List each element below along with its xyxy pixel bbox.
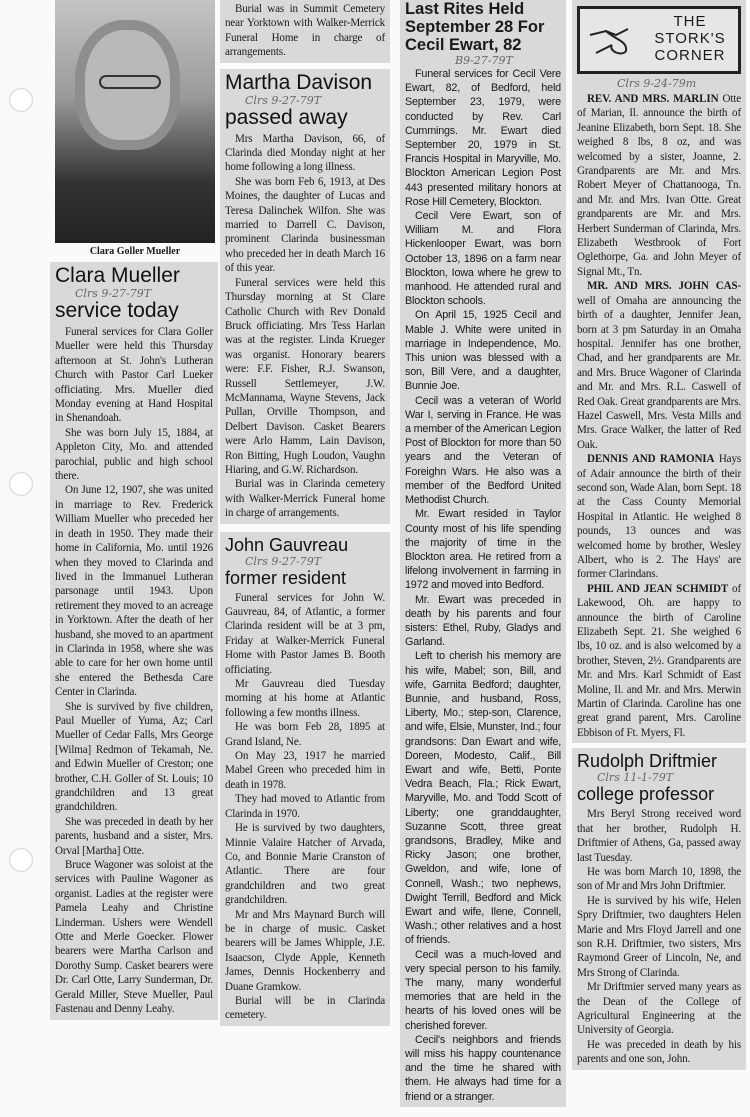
column-3 [400, 0, 566, 1107]
portrait-photo [55, 0, 215, 243]
paragraph: Cecil was a veteran of World War I, serving in France. He was a member of the American Legion Post of Blockton for more than 50 years and the Veteran of Foreighn Wars. He also was a member of the Bedford United Methodist Church. [405, 394, 561, 507]
headline: Clara Mueller [55, 264, 180, 287]
headline: college professor [577, 784, 715, 805]
cecil-ewart-article [400, 0, 566, 1107]
handwritten-note: Clrs 9-27-79T [245, 93, 322, 107]
announcement-lead: DENNIS AND RAMONIA [587, 453, 715, 466]
birth-announcement [577, 92, 741, 279]
announcement-text: Hays of Adair announce the birth of their second son, Wade Alan, born Sept. 18 at the Cass County Memorial Hospital in Atlantic. He weighed 8 pounds, 13 ounces and was welcomed home by brother, Wesley Albert, who is 2. The Hays' are former Clarindans. [577, 453, 742, 581]
paragraph: He was preceded in death by his parents and one son, John. [577, 1038, 741, 1066]
paragraph: He is survived by his wife, Helen Spry Driftmier, two daughters Helen Marie and Mrs Floyd Jarrell and one son R.H. Driftmier, two sisters, Mrs Raymond Greer of Lincoln, Ne, and Mrs Strong of Clarinda. [577, 894, 741, 979]
paragraph: Funeral services for Clara Goller Mueller were held this Thursday afternoon at St. John's Lutheran Church with Pastor Carl Lueker officiating. Mrs. Mueller died Monday evening at Hand Hospital in Shenandoah. [55, 326, 213, 425]
paragraph: Burial was in Clarinda cemetery with Walker-Merrick Funeral home in charge of arrangements. [225, 478, 385, 520]
announcement-text: Otte of Marian, Il. announce the birth of Jeanine Elizabeth, born Sept. 18. She weighed 8 lbs, 8 oz, and was welcomed by a sister, Joanne, 2. Grandparents are Mr. and Mrs. Robert Meyer of Chattanooga, Tn. and Mr. and Mrs. Ivan Otte. Great grandparents are Mr. and Mrs. Herbert Sunderman of Clarinda, Mrs. Elizabeth Westbrook of Fort Oglethorpe, Ga. and John Meyer of Signal Mt., Tn. [577, 93, 742, 278]
punch-hole [9, 88, 33, 112]
announcement-lead: REV. AND MRS. MARLIN [587, 93, 719, 105]
paragraph: On June 12, 1907, she was united in marriage to Rev. Frederick William Mueller who preceded her in death in 1950. They made their home in California, Mo. until 1926 when they moved to Clarinda and lived in the Immanuel Lutheran parsonage until 1943. Upon retirement they moved to an acreage in Yorktown. After the death of her husband, she moved to an apartment in Clarinda in 1958, where she was able to care for her own home until she entered the Bethesda Care Center in Clarinda. [55, 484, 213, 699]
paragraph: Mr and Mrs Maynard Burch will be in charge of music. Casket bearers will be James Whipple, J.E. Isaacson, Clyde Apple, Kenneth James, Dennis Hockenberry and Duane Gramkow. [225, 908, 385, 993]
paragraph: Mr. Ewart was preceded in death by his parents and four sisters: Ethel, Ruby, Gladys and Garland. [405, 593, 561, 649]
paragraph: Mr Driftmier served many years as the Dean of the College of Agricultural Engineering at the University of Georgia. [577, 981, 741, 1037]
handwritten-note: Clrs 9-24-79m [617, 77, 697, 90]
paragraph: She was born Feb 6, 1913, at Des Moines, the daughter of Lucas and Teresa Dalinchek Wilfon. She was married to Darrell C. Davison, prominent Clarinda businessman who preceded her in death March 16 of this year. [225, 175, 385, 275]
paragraph: They had moved to Atlantic from Clarinda in 1970. [225, 793, 385, 820]
handwritten-note: Clrs 9-27-79T [245, 554, 322, 568]
paragraph: Burial was in Summit Cemetery near Yorktown with Walker-Merrick Funeral Home in charge of arrangements. [225, 3, 385, 59]
paragraph: She was born July 15, 1884, at Appleton City, Mo. and attended parochial, public and high school there. [55, 426, 213, 483]
headline: Rudolph Driftmier [577, 751, 718, 772]
headline: passed away [225, 105, 348, 129]
birth-announcement [577, 452, 741, 582]
paragraph: Left to cherish his memory are his wife, Mabel; son, Bill, and wife, Garnita Bedford; daughter, Bunnie, and husband, Ross, Liberty, Mo.; step-son, Clarence, and wife, Elsie, Munster, Ind.; four grandsons: Dan Ewart and wife, Doreen, Modesto, Calif., Bill Ewart and wife, Betti, Ponte Vedra Beach, Fla.; Rick Ewart, Maryville, Mo. and Todd Scott of Liberty; one granddaughter, Suzanne Scott, three great grandsons, Bradley, Mike and Ricky Jason; one brother, Gweldon, and wife, Ione of Connell, Wash.; two nephews, Dwight Terrill, Bedford and Mick Ewart and wife, Ilene, Connell, Wash.; other relatives and a host of friends. [405, 650, 561, 947]
paragraph: Burial will be in Clarinda cemetery. [225, 994, 385, 1022]
storks-corner-banner [577, 6, 741, 74]
column-4 [572, 0, 746, 1070]
punch-hole [9, 848, 33, 872]
paragraph: He is survived by two daughters, Minnie Valaire Hatcher of Arvada, Co, and Bonnie Marie Cranston of Atlantic. There are four grandchildren and two great grandchildren. [225, 822, 385, 907]
stork-icon [586, 21, 646, 61]
paragraph: Funeral services were held this Thursday morning at St Clare Catholic Church with Rev Donald Bruck officiating. Mrs Tess Harlan was at the register. Linda Krueger was organist. Honorary bearers were: F.F. Fisher, R.J. Swanson, Russell Settlemeyer, J.W. McMannama, Wayne Stevens, Jack Pullan, Orville Thompson, and Delbert Davison. Casket Bearers were Arlo Hamm, Lain Davison, Ron Bitting, Hugh Loudon, Vaughn Hiaring, and G.W. Richardson. [225, 276, 385, 476]
handwritten-note: Clrs 11-1-79T [597, 771, 674, 785]
photo-caption: Clara Goller Mueller [89, 246, 181, 257]
headline: John Gauvreau [225, 534, 349, 555]
paragraph: Cecil was a much-loved and very special person to his family. The many, many wonderful memories that are held in the hearts of his loved ones will be cherished forever. [405, 948, 561, 1032]
birth-announcement [577, 582, 741, 740]
announcement-lead: MR. AND MRS. JOHN CAS- [587, 280, 741, 293]
column-1 [50, 0, 218, 1020]
paragraph: Funeral services for John W. Gauvreau, 84, of Atlantic, a former Clarinda resident will be at 3 pm, Friday at Walker-Merrick Funeral Home with Pastor James B. Booth officiating. [225, 591, 385, 676]
headline: former resident [225, 567, 347, 588]
paragraph: Mr. Ewart resided in Taylor County most of his life spending the majority of time in the Blockton area. He retired from a lifelong involvement in farming in 1972 and moved into Bedford. [405, 508, 561, 592]
punch-hole [9, 472, 33, 496]
paragraph: Cecil Vere Ewart, son of William M. and Flora Hickenlooper Ewart, was born October 13, 1896 on a farm near Blockton, Iowa where he grew to manhood. He attended rural and Blockton schools. [405, 210, 561, 308]
paragraph: On May 23, 1917 he married Mabel Green who preceded him in death in 1978. [225, 750, 385, 791]
paragraph: Bruce Wagoner was soloist at the services with Pauline Wagoner as organist. Ladies at the register were Pamela Leahy and Christine Linderman. Ushers were Wendell Otte and Merle Goecker. Flower bearers were Martha Carlson and Dorothy Sump. Casket bearers were Dr. Carl Otte, Larry Sunderman, Dr. Gerald Miller, Steve Mueller, Paul Fastenau and Denny Leahy. [55, 859, 213, 1016]
paragraph: She is survived by five children, Paul Mueller of Yuma, Az; Carl Mueller of Cedar Falls, Mrs George [Wilma] Redmon of Tekamah, Ne. and Edwin Mueller of Creston; one brother, C.H. Goller of St. Louis; 10 grandchildren and 13 great grandchildren. [55, 700, 213, 814]
column-2 [220, 0, 390, 1026]
paragraph: Mrs Beryl Strong received word that her brother, Rudolph H. Driftmier of Athens, Ga, passed away last Tuesday. [577, 808, 741, 864]
headline: Last Rites Held September 28 For Cecil Ewart, 82 [405, 0, 545, 54]
paragraph: He was born March 10, 1898, the son of Mr and Mrs John Driftmier. [577, 865, 741, 893]
headline: Martha Davison [225, 70, 373, 94]
paragraph: Cecil's neighbors and friends will miss his happy countenance and the time he shared with them. He always had time for a friend or a stranger. [405, 1033, 561, 1103]
announcement-lead: PHIL AND JEAN SCHMIDT [587, 582, 729, 595]
clara-mueller-continued [220, 0, 390, 63]
clara-mueller-article [50, 262, 218, 1020]
storks-corner-column [572, 0, 746, 743]
handwritten-note: Clrs 9-27-79T [75, 287, 152, 300]
paragraph: On April 15, 1925 Cecil and Mable J. White were united in marriage in Independence, Mo. This union was blessed with a son, Bill Vere, and a daughter, Bunnie Joe. [405, 309, 561, 393]
headline: service today [55, 299, 179, 322]
handwritten-note: B9-27-79T [455, 54, 513, 67]
paragraph: He was born Feb 28, 1895 at Grand Island, Ne. [225, 721, 385, 748]
paragraph: She was preceded in death by her parents, husband and a sister, Mrs. Orval [Martha] Otte. [55, 815, 213, 857]
john-gauvreau-article [220, 532, 390, 1026]
birth-announcement [577, 279, 741, 452]
martha-davison-article [220, 69, 390, 524]
announcement-text: of Lakewood, Oh. are happy to announce the birth of Caroline Elizabeth Sept. 21. She weighed 6 lbs, 10 oz. and is also welcomed by a brother, Steven, 2½. Grandparents are Mr. and Mrs. Karl Schmidt of East Moline, Il. and Mr. and Mrs. Merwin Martin of Clarinda. Caroline has one great grand parent, Mrs. Caroline Ebbison of Ft. Myers, Fl. [577, 582, 741, 739]
rudolph-driftmier-article [572, 748, 746, 1069]
storks-corner-title: THE STORK'S CORNER [654, 13, 726, 64]
paragraph: Mrs Martha Davison, 66, of Clarinda died Monday night at her home following a long illness. [225, 132, 385, 174]
paragraph: Funeral services for Cecil Vere Ewart, 82, of Bedford, held September 23, 1979, were conducted by Rev. Carl Cummings. Mr. Ewart died September 20, 1979 in St. Francis Hospital in Maryville, Mo. Blockton American Legion Post 443 presented military honors at Rose Hill Cemetery, Blockton. [405, 68, 561, 208]
paragraph: Mr Gauvreau died Tuesday morning at his home at Atlantic following a few months illness. [225, 678, 385, 719]
announcement-text: well of Omaha are announcing the birth of a daughter, Jennifer Jean, born at 3 pm Saturday in an Omaha hospital. Jennifer has one brother, Chad, and her grandparents are Mr. and Mrs. Bruce Wagoner of Clarinda and Mr. and Mrs. R.L. Caswell of Red Oak. Great grandparents are Mrs. Hazel Caswell, Mrs. Vesta Mills and Mrs. Grace Walker, the latter of Red Oak. [577, 294, 741, 451]
